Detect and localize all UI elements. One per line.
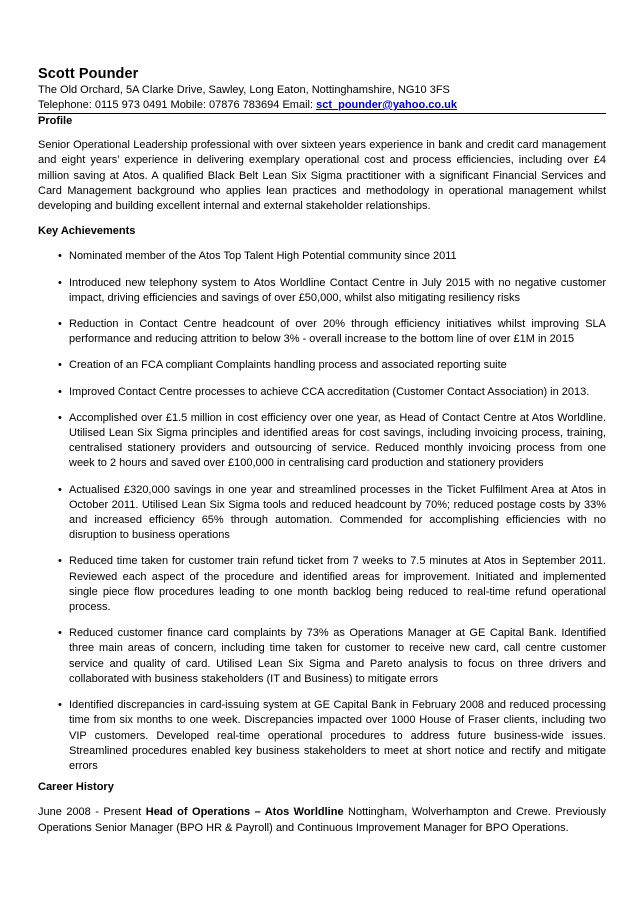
achievement-item: • Reduction in Contact Centre headcount of over 20% through efficiency initiatives whilst improving SLA performance and reducing attrition to below 3% - overall increase to the bottom line of over £1M in 2015 [58,318,606,346]
bullet-icon: • [58,385,62,398]
candidate-name: Scott Pounder [38,66,139,82]
bullet-icon: • [58,318,62,331]
profile-text: Senior Operational Leadership professional with over sixteen years experience in bank and credit card management and eight years’ experience in delivering exemplary operational cost and process efficiencies, including over £4 million saving at Atos. A qualified Black Belt Lean Six Sigma practitioner with a significant Financial Services and Card Management background who applies lean practices and methodology in operational management whilst developing and building excellent internal and external stakeholder relationships. [38,139,606,213]
bullet-icon: • [58,411,62,424]
achievement-item: • Reduced customer finance card complaints by 73% as Operations Manager at GE Capital Bank. Identified three main areas of concern, including time taken for customer to receive new card, call centre customer service and quality of card. Utilised Lean Six Sigma and Pareto analysis to focus on three drivers and collaborated with business stakeholders (IT and Business) to mitigate errors [58,627,606,685]
bullet-icon: • [58,250,62,263]
achievement-item: • Actualised £320,000 savings in one year and streamlined processes in the Ticket Fulfilment Area at Atos in October 2011. Utilised Lean Six Sigma tools and reduced headcount by 70%; reduced postage costs by 33% and increased efficiency 65% through automation. Commended for accomplishing efficiencies with no disruption to business operations [58,483,606,542]
achievement-item: • Identified discrepancies in card-issuing system at GE Capital Bank in February 2008 and reduced processing time from six months to one week. Discrepancies impacted over 1000 House of Fraser clients, including two VIP customers. Developed real-time operational procedures to address future business-wide issues. Streamlined procedures enabled key business stakeholders to meet at short notice and rectify and mitigate errors [58,699,606,772]
bullet-icon: • [58,627,62,640]
email-link[interactable]: sct_pounder@yahoo.co.uk [316,99,457,111]
bullet-icon: • [58,699,62,712]
cv-page [38,66,606,836]
achievement-item: • Creation of an FCA compliant Complaints handling process and associated reporting suite [38,358,606,373]
address-line: The Old Orchard, 5A Clarke Drive, Sawley, Long Eaton, Nottinghamshire, NG10 3FS [38,84,450,96]
bullet-icon: • [58,483,62,496]
achievement-item: • Improved Contact Centre processes to achieve CCA accreditation (Customer Contact Association) in 2013. [38,385,606,400]
bullet-icon: • [58,555,62,568]
achievement-item: • Accomplished over £1.5 million in cost efficiency over one year, as Head of Contact Centre at Atos Worldline. Utilised Lean Six Sigma principles and identified areas for cost savings, including invoicing process, training, centralised stationery providers and outsourcing of service. Reduced monthly invoicing process from one week to 2 hours and saved over £100,000 in centralising card production and stationery providers [58,411,606,470]
bullet-icon: • [58,276,62,289]
achievements-list [38,249,606,774]
achievement-item: • Introduced new telephony system to Atos Worldline Contact Centre in July 2015 with no negative customer impact, driving efficiencies and savings of over £50,000, whilst also mitigating resiliency risks [58,276,606,304]
achievement-item: • Reduced time taken for customer train refund ticket from 7 weeks to 7.5 minutes at Atos in September 2011. Reviewed each aspect of the procedure and identified areas for improvement. Initiated and implemented single piece flow procedures leading to one month backlog being reduced to real-time refund operational process. [58,555,606,614]
contact-line [38,98,606,113]
career-details: Nottingham, Wolverhampton and Crewe. Previously Operations Senior Manager (BPO HR & Payroll) and Continuous Improvement Manager for BPO Operations. [38,806,607,834]
bullet-icon: • [58,359,62,372]
career-heading: Career History [38,781,114,794]
achievement-item: • Nominated member of the Atos Top Talent High Potential community since 2011 [38,249,606,264]
career-dates: June 2008 - Present [38,806,146,819]
career-entry [38,805,606,835]
profile-heading: Profile [38,115,73,127]
phone-text: Telephone: 0115 973 0491 Mobile: 07876 783694 Email: [38,99,317,111]
achievements-heading: Key Achievements [38,225,136,238]
career-role: Head of Operations – Atos Worldline [145,806,344,819]
